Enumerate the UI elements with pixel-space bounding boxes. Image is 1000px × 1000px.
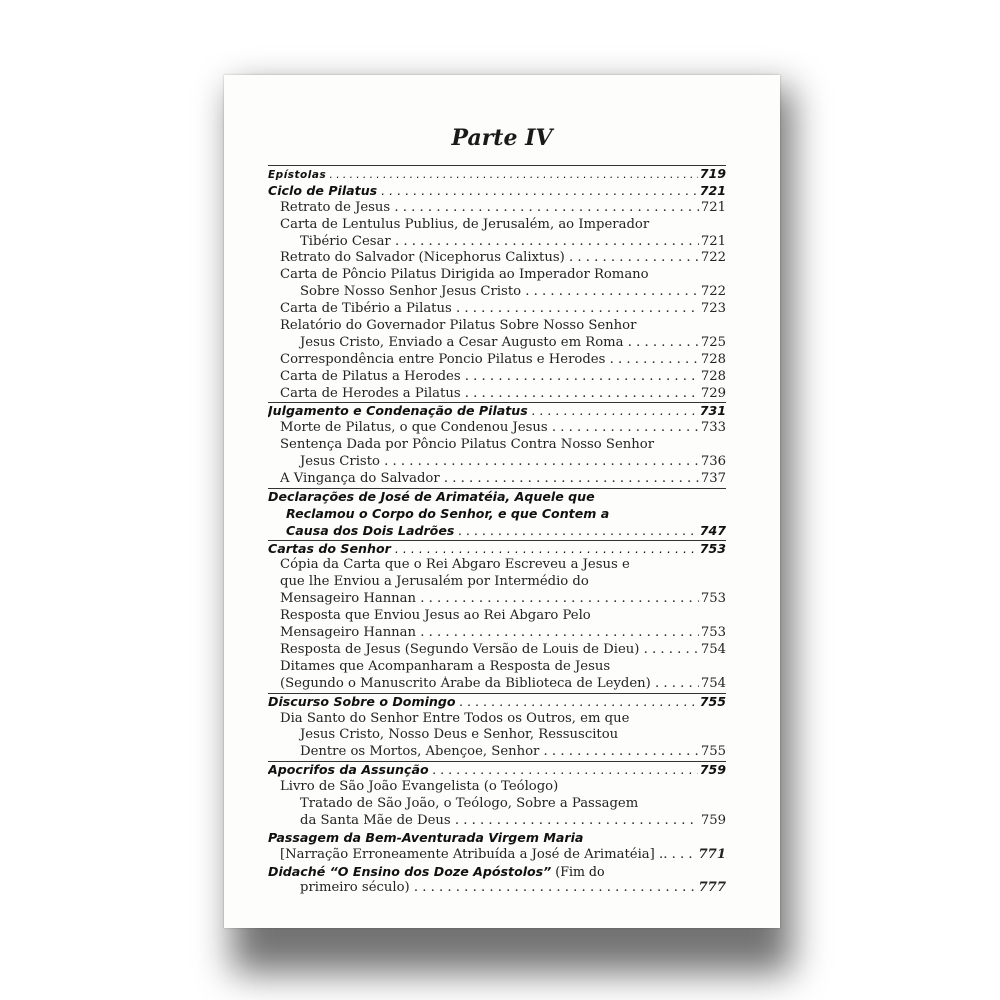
toc-page-number: 723 [700, 301, 726, 317]
toc-entry-title: Reclamou o Corpo do Senhor, e que Contem a [286, 505, 610, 521]
toc-entry[interactable] [268, 437, 726, 454]
toc-entry-title: da Santa Mãe de Deus . . . [300, 813, 726, 828]
toc-entry-title: [Narração Erroneamente Atribuída a José de Arimatéia] .. . . . [280, 847, 726, 862]
toc-entry-title: Mensageiro Hannan . . . [280, 591, 726, 606]
toc-page-number: 759 [700, 812, 726, 828]
toc-page-number: 728 [700, 368, 726, 384]
toc-entry[interactable] [268, 625, 726, 642]
toc-page-number: 737 [700, 471, 726, 487]
toc-entry-title: Declarações de José de Arimatéia, Aquele que [268, 488, 595, 504]
toc-entry-title: Julgamento e Condenação de Pilatus . . . [268, 403, 726, 418]
toc-entry-title: que lhe Enviou a Jerusalém por Intermédio do [280, 574, 589, 590]
toc-entry-title: Cópia da Carta que o Rei Abgaro Escreveu a Jesus e [280, 557, 630, 573]
toc-entry-title: Carta de Pôncio Pilatus Dirigida ao Imperador Romano [280, 267, 649, 283]
part-title: Parte IV [451, 125, 553, 151]
toc-page-number: 753 [700, 625, 726, 641]
toc-entry[interactable] [268, 335, 726, 352]
toc-entry[interactable] [268, 779, 726, 796]
toc-entry-title: Epístolas . . . [268, 169, 726, 181]
toc-entry-title: Dia Santo do Senhor Entre Todos os Outros, em que [280, 710, 630, 726]
toc-section-entry[interactable] [268, 864, 726, 881]
toc-page-number: 753 [699, 540, 726, 556]
toc-entry-title: Apocrifos da Assunção . . . [268, 762, 726, 777]
toc-entry[interactable] [268, 454, 726, 471]
toc-entry[interactable] [268, 744, 726, 761]
toc-entry[interactable] [268, 676, 726, 693]
toc-entry[interactable] [268, 642, 726, 659]
toc-section-entry[interactable] [268, 489, 726, 506]
toc-page-number: 755 [699, 693, 726, 709]
toc-page-number: 731 [699, 403, 726, 419]
toc-entry[interactable] [268, 727, 726, 744]
toc-entry-title: Dentre os Mortos, Abençoe, Senhor . . . [300, 744, 726, 759]
toc-entry-title: Causa dos Dois Ladrões . . . [286, 523, 726, 538]
toc-entry[interactable] [268, 659, 726, 676]
toc-section-entry[interactable] [268, 694, 726, 711]
toc-page-number: 771 [698, 846, 726, 862]
toc-entry-title: Jesus Cristo, Enviado a Cesar Augusto em Roma . . . [300, 335, 726, 350]
toc-entry[interactable] [268, 200, 726, 217]
toc-page-number: 725 [700, 334, 726, 350]
toc-entry[interactable] [268, 267, 726, 284]
toc-entry-title: Carta de Herodes a Pilatus . . . [280, 386, 726, 401]
toc-entry-title: Passagem da Bem-Aventurada Virgem Maria [268, 829, 584, 845]
toc-entry[interactable] [268, 369, 726, 386]
toc-entry-title: Cartas do Senhor . . . [268, 541, 726, 556]
toc-entry[interactable] [268, 471, 726, 488]
toc-page-number: 722 [700, 284, 726, 300]
toc-page-number: 759 [699, 762, 726, 778]
toc-entry-title: Didaché “O Ensino dos Doze Apóstolos” [268, 863, 552, 879]
toc-section-entry[interactable] [268, 830, 726, 847]
toc-page-number: 721 [699, 182, 726, 198]
toc-section-entry[interactable] [268, 523, 726, 540]
toc-entry[interactable] [268, 250, 726, 267]
toc-entry-title: Discurso Sobre o Domingo . . . [268, 694, 726, 709]
toc-entry[interactable] [268, 608, 726, 625]
toc-section-entry[interactable] [268, 506, 726, 523]
toc-entry-title: Sobre Nosso Senhor Jesus Cristo . . . [300, 284, 726, 299]
toc-entry-title: Carta de Tibério a Pilatus . . . [280, 301, 726, 316]
toc-entry[interactable] [268, 813, 726, 830]
toc-entry[interactable] [268, 880, 726, 897]
toc-page-number: 755 [700, 744, 726, 760]
toc-entry[interactable] [268, 352, 726, 369]
toc-section-entry[interactable] [268, 183, 726, 200]
toc-page-number: 753 [700, 591, 726, 607]
toc-entry[interactable] [268, 796, 726, 813]
toc-page-number: 747 [699, 522, 726, 538]
toc-entry-title: Livro de São João Evangelista (o Teólogo) [280, 779, 559, 795]
book-page [224, 75, 780, 928]
toc-entry-title: Sentença Dada por Pôncio Pilatus Contra Nosso Senhor [280, 437, 655, 453]
toc-page-number: 729 [700, 385, 726, 401]
toc-entry[interactable] [268, 386, 726, 403]
toc-entry-title: Tibério Cesar . . . [300, 234, 726, 249]
toc-entry-title: Carta de Pilatus a Herodes . . . [280, 369, 726, 384]
toc-entry[interactable] [268, 318, 726, 335]
toc-entry[interactable] [268, 847, 726, 864]
toc-page-number: 719 [699, 166, 726, 181]
toc-entry-note: (Fim do [551, 863, 605, 879]
toc-entry[interactable] [268, 420, 726, 437]
toc-entry-title: Retrato do Salvador (Nicephorus Calixtus) . . . [280, 250, 726, 265]
toc-section-entry[interactable] [268, 166, 726, 183]
toc-entry-title: Carta de Lentulus Publius, de Jerusalém, ao Imperador [280, 216, 650, 232]
toc-entry[interactable] [268, 284, 726, 301]
toc-page-number: 728 [700, 351, 726, 367]
toc-entry[interactable] [268, 591, 726, 608]
toc-page-number: 754 [700, 641, 726, 657]
toc-page-number: 736 [700, 454, 726, 470]
toc-page-number: 733 [700, 420, 726, 436]
toc-page-number: 754 [700, 675, 726, 691]
toc-entry-title: Jesus Cristo, Nosso Deus e Senhor, Ressuscitou [300, 727, 619, 743]
toc-entry-title: Ditames que Acompanharam a Resposta de Jesus [280, 658, 611, 674]
toc-entry-title: primeiro século) . . . [300, 880, 726, 895]
toc-entry-title: Relatório do Governador Pilatus Sobre Nosso Senhor [280, 318, 637, 334]
toc-page-number: 721 [700, 199, 726, 215]
toc-page-number: 777 [698, 880, 726, 896]
table-of-contents [268, 165, 726, 897]
toc-entry[interactable] [268, 217, 726, 234]
toc-entry-title: A Vingança do Salvador . . . [280, 471, 726, 486]
toc-entry-title: Retrato de Jesus . . . [280, 200, 726, 215]
toc-page-number: 722 [700, 250, 726, 266]
toc-entry-title: Resposta que Enviou Jesus ao Rei Abgaro Pelo [280, 608, 591, 624]
toc-entry-title: Tratado de São João, o Teólogo, Sobre a Passagem [300, 795, 639, 811]
toc-entry-title: Morte de Pilatus, o que Condenou Jesus . . . [280, 420, 726, 435]
toc-page-number: 721 [700, 233, 726, 249]
toc-section-entry[interactable] [268, 762, 726, 779]
toc-entry-title: Ciclo de Pilatus . . . [268, 183, 726, 198]
toc-entry[interactable] [268, 234, 726, 251]
toc-entry[interactable] [268, 711, 726, 728]
toc-entry-title: Mensageiro Hannan . . . [280, 625, 726, 640]
toc-entry[interactable] [268, 574, 726, 591]
toc-entry-title: Resposta de Jesus (Segundo Versão de Louis de Dieu) . . . [280, 642, 726, 657]
toc-entry[interactable] [268, 301, 726, 318]
toc-entry-title: Jesus Cristo . . . [300, 454, 726, 469]
toc-section-entry[interactable] [268, 541, 726, 558]
toc-entry-title: (Segundo o Manuscrito Árabe da Biblioteca de Leyden) . . . [280, 676, 726, 691]
toc-entry[interactable] [268, 557, 726, 574]
toc-section-entry[interactable] [268, 403, 726, 420]
toc-entry-title: Correspondência entre Poncio Pilatus e Herodes . . . [280, 352, 726, 367]
